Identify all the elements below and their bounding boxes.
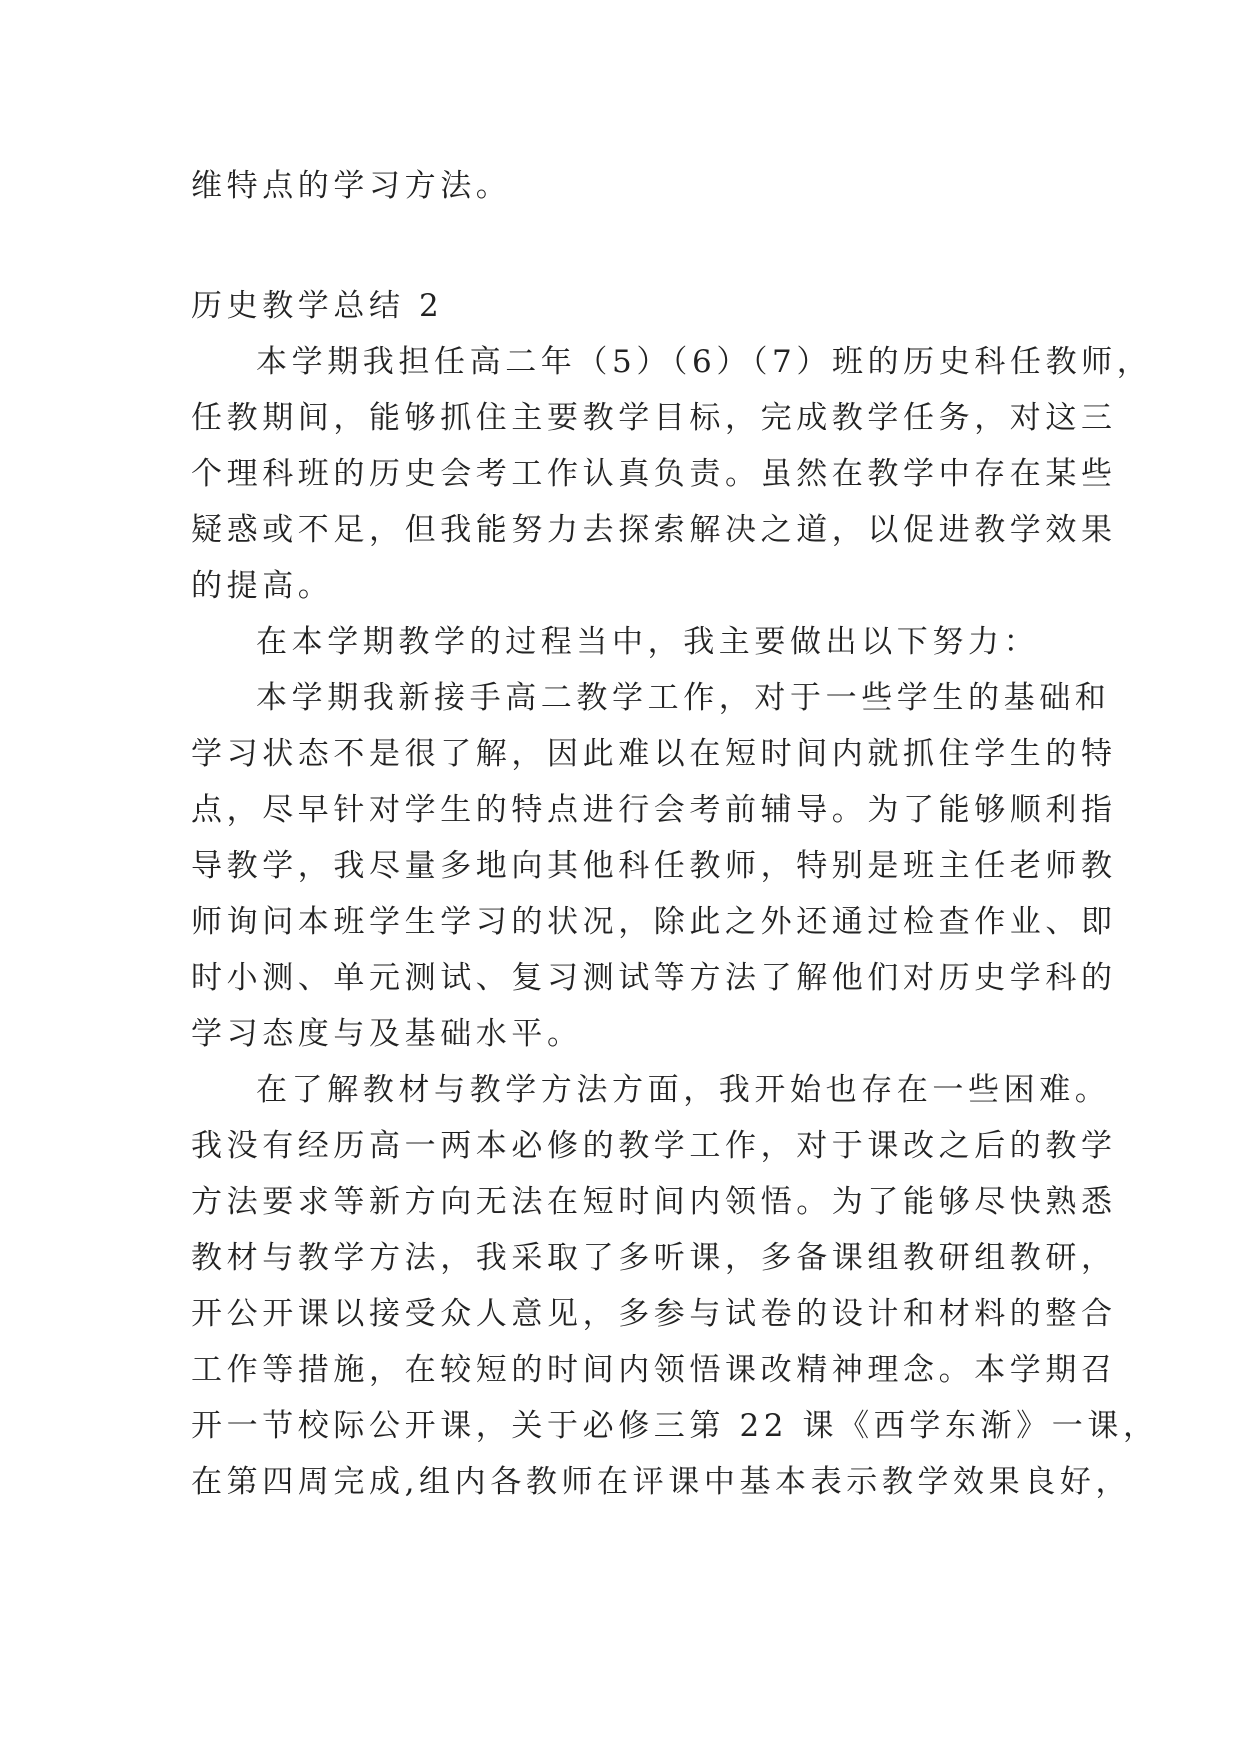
text-line: 开公开课以接受众人意见，多参与试卷的设计和材料的整合 (191, 1296, 1117, 1332)
body-text (191, 334, 1159, 1510)
text-line: 的提高。 (191, 568, 334, 604)
text-line: 师询问本班学生学习的状况，除此之外还通过检查作业、即 (191, 904, 1117, 940)
paragraph-1 (191, 334, 1153, 614)
text-line: 在本学期教学的过程当中，我主要做出以下努力： (256, 624, 1040, 660)
text-line: 教材与教学方法，我采取了多听课，多备课组教研组教研， (191, 1240, 1117, 1276)
text-line: 在第四周完成,组内各教师在评课中基本表示教学效果良好， (191, 1464, 1132, 1500)
text-line: 我没有经历高一两本必修的教学工作，对于课改之后的教学 (191, 1128, 1117, 1164)
text-line: 本学期我担任高二年（5）（6）（7）班的历史科任教师， (256, 344, 1153, 380)
text-line: 点，尽早针对学生的特点进行会考前辅导。为了能够顺利指 (191, 792, 1117, 828)
text-line: 学习状态不是很了解，因此难以在短时间内就抓住学生的特 (191, 736, 1117, 772)
paragraph-2 (191, 614, 1051, 670)
text-line: 个理科班的历史会考工作认真负责。虽然在教学中存在某些 (191, 456, 1117, 492)
text-line: 疑惑或不足，但我能努力去探索解决之道，以促进教学效果 (191, 512, 1117, 548)
text-line: 在了解教材与教学方法方面，我开始也存在一些困难。 (256, 1072, 1111, 1108)
section-heading: 历史教学总结 2 (191, 288, 444, 324)
continuation-text (191, 158, 1051, 214)
text-line: 导教学，我尽量多地向其他科任教师，特别是班主任老师教 (191, 848, 1117, 884)
text-line: 维特点的学习方法。 (191, 168, 512, 204)
text-line: 工作等措施，在较短的时间内领悟课改精神理念。本学期召 (191, 1352, 1117, 1388)
text-line: 任教期间，能够抓住主要教学目标，完成教学任务，对这三 (191, 400, 1117, 436)
text-line: 本学期我新接手高二教学工作，对于一些学生的基础和 (256, 680, 1111, 716)
text-line: 时小测、单元测试、复习测试等方法了解他们对历史学科的 (191, 960, 1117, 996)
text-line: 开一节校际公开课，关于必修三第 22 课《西学东渐》一课， (191, 1408, 1159, 1444)
text-line: 方法要求等新方向无法在短时间内领悟。为了能够尽快熟悉 (191, 1184, 1117, 1220)
paragraph-3 (191, 670, 1117, 1062)
paragraph-4 (191, 1062, 1159, 1510)
text-line: 学习态度与及基础水平。 (191, 1016, 583, 1052)
